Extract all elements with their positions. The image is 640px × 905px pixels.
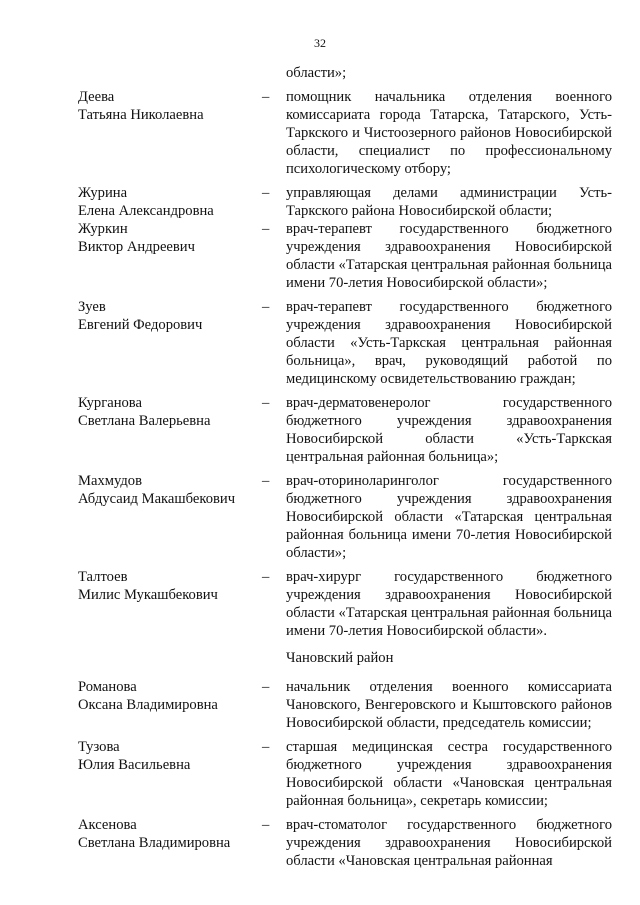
member-entry xyxy=(78,394,612,466)
page-number: 32 xyxy=(314,36,326,50)
continuation-text: области»; xyxy=(286,65,347,81)
member-name xyxy=(78,184,262,220)
member-role: старшая медицинская сестра государственного бюджетного учреждения здравоохранения Новосибирской области «Чановская центральная районная больница», секретарь комиссии; xyxy=(286,739,612,809)
member-surname: Курганова xyxy=(78,395,142,411)
dash-separator: – xyxy=(262,395,270,411)
dash-separator: – xyxy=(262,739,270,755)
dash-separator: – xyxy=(262,473,270,489)
member-name xyxy=(78,816,262,870)
member-entry xyxy=(78,88,612,178)
dash-separator: – xyxy=(262,221,270,237)
member-given-names: Абдусаид Макашбекович xyxy=(78,491,236,507)
member-entry xyxy=(78,816,612,870)
member-given-names: Юлия Васильевна xyxy=(78,757,191,773)
member-entry xyxy=(78,298,612,388)
member-given-names: Оксана Владимировна xyxy=(78,697,218,713)
member-given-names: Светлана Валерьевна xyxy=(78,413,211,429)
member-name xyxy=(78,568,262,640)
member-name xyxy=(78,394,262,466)
member-name xyxy=(78,298,262,388)
member-name xyxy=(78,88,262,178)
member-role: врач-хирург государственного бюджетного учреждения здравоохранения Новосибирской области «Татарская центральная районная больница имени 70-летия Новосибирской области». xyxy=(286,569,612,639)
continuation-line xyxy=(78,64,612,82)
member-given-names: Светлана Владимировна xyxy=(78,835,231,851)
dash-separator: – xyxy=(262,817,270,833)
dash-separator: – xyxy=(262,89,270,105)
member-surname: Аксенова xyxy=(78,817,137,833)
member-surname: Талтоев xyxy=(78,569,128,585)
member-role: врач-дерматовенеролог государственного бюджетного учреждения здравоохранения Новосибирской области «Усть-Таркская центральная районная больница»; xyxy=(286,395,612,465)
member-surname: Журкин xyxy=(78,221,128,237)
member-given-names: Татьяна Николаевна xyxy=(78,107,204,123)
member-surname: Романова xyxy=(78,679,137,695)
dash-separator: – xyxy=(262,299,270,315)
dash-separator: – xyxy=(262,569,270,585)
member-given-names: Виктор Андреевич xyxy=(78,239,195,255)
section-heading: Чановский район xyxy=(286,650,394,666)
member-entry xyxy=(78,220,612,292)
member-role: врач-стоматолог государственного бюджетного учреждения здравоохранения Новосибирской области «Чановская центральная районная xyxy=(286,817,612,869)
member-name xyxy=(78,678,262,732)
member-surname: Махмудов xyxy=(78,473,142,489)
member-role: врач-оториноларинголог государственного бюджетного учреждения здравоохранения Новосибирской области «Татарская центральная районная больница имени 70-летия Новосибирской области»; xyxy=(286,473,612,561)
member-surname: Деева xyxy=(78,89,115,105)
member-entry xyxy=(78,184,612,220)
member-given-names: Евгений Федорович xyxy=(78,317,203,333)
member-name xyxy=(78,472,262,562)
member-given-names: Елена Александровна xyxy=(78,203,214,219)
member-role: управляющая делами администрации Усть-Таркского района Новосибирской области; xyxy=(286,185,612,219)
member-role: врач-терапевт государственного бюджетного учреждения здравоохранения Новосибирской области «Усть-Таркская центральная районная больница», врач, руководящий работой по медицинскому освидетельствованию граждан; xyxy=(286,299,612,387)
dash-separator: – xyxy=(262,679,270,695)
member-name xyxy=(78,738,262,810)
member-entry xyxy=(78,678,612,732)
member-entry xyxy=(78,568,612,640)
member-surname: Журина xyxy=(78,185,128,201)
member-role: начальник отделения военного комиссариата Чановского, Венгеровского и Кыштовского районов Новосибирской области, председатель комиссии; xyxy=(286,679,612,731)
dash-separator: – xyxy=(262,185,270,201)
commission-list xyxy=(78,64,612,870)
member-surname: Тузова xyxy=(78,739,120,755)
member-entry xyxy=(78,738,612,810)
member-name xyxy=(78,220,262,292)
member-entry xyxy=(78,472,612,562)
member-role: врач-терапевт государственного бюджетного учреждения здравоохранения Новосибирской области «Татарская центральная районная больница имени 70-летия Новосибирской области»; xyxy=(286,221,612,291)
member-surname: Зуев xyxy=(78,299,106,315)
member-role: помощник начальника отделения военного комиссариата города Татарска, Татарского, Усть-Таркского и Чистоозерного районов Новосибирской области, специалист по профессиональному психологическому отбору; xyxy=(286,89,612,177)
member-given-names: Милис Мукашбекович xyxy=(78,587,218,603)
